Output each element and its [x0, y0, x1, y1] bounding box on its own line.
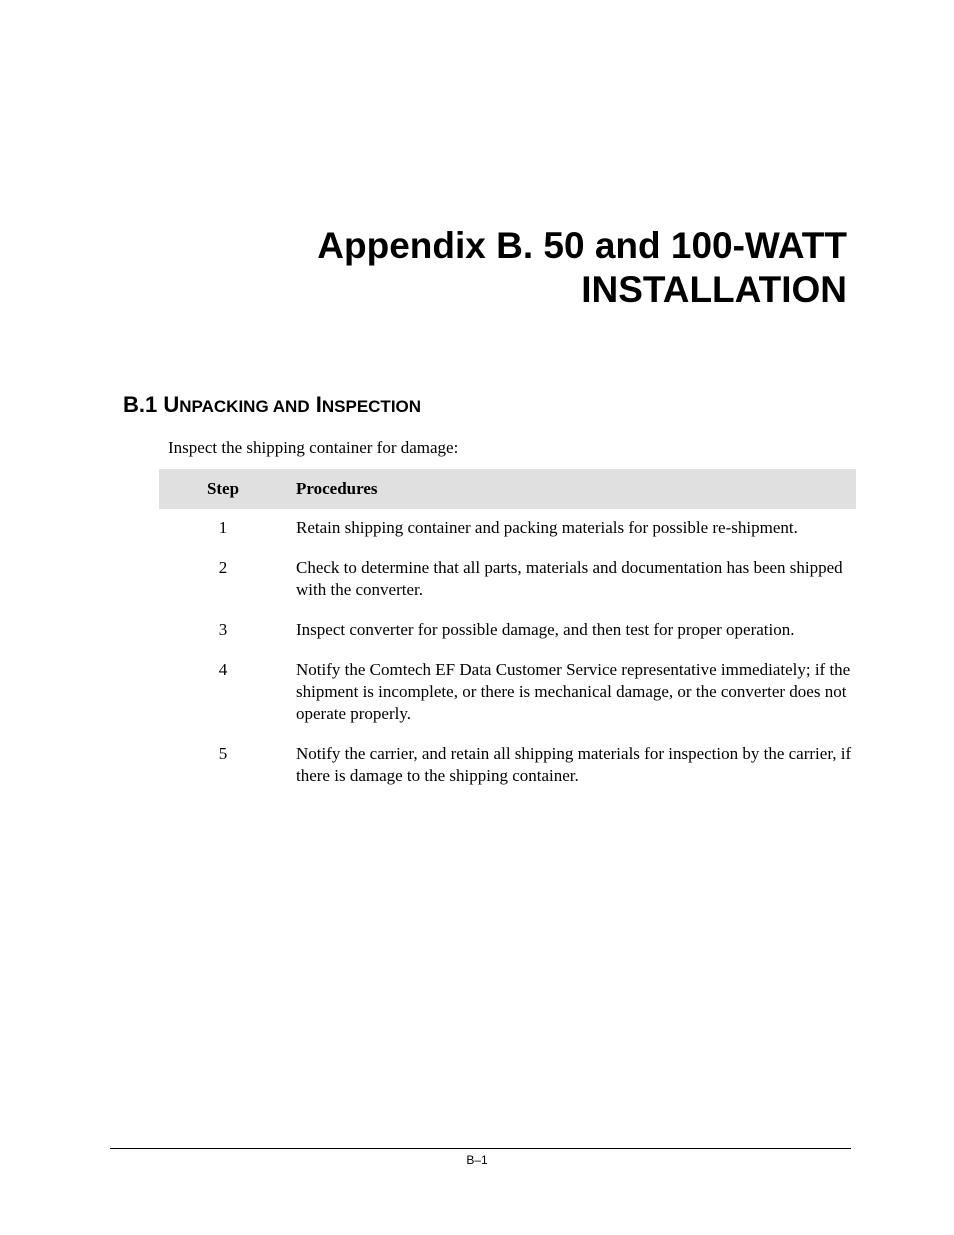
section-title-cap-1: U	[163, 392, 180, 417]
procedure-table	[159, 469, 856, 796]
step-number: 5	[218, 744, 228, 763]
procedure-text: Notify the carrier, and retain all shipping materials for inspection by the carrier, if there is damage to the shipping container.	[296, 744, 852, 785]
table-header-row	[159, 469, 856, 509]
step-number: 2	[218, 558, 228, 577]
table-row	[159, 509, 856, 548]
section-title-small-1: NPACKING AND	[179, 397, 310, 416]
intro-text: Inspect the shipping container for damage:	[168, 438, 459, 457]
procedure-text: Notify the Comtech EF Data Customer Service representative immediately; if the shipment is incomplete, or there is mechanical damage, or the converter does not operate properly.	[296, 660, 851, 723]
table-row	[159, 734, 856, 796]
section-title-small-2: NSPECTION	[321, 397, 422, 416]
chapter-title-line-2: INSTALLATION	[581, 269, 847, 310]
table-row	[159, 610, 856, 650]
footer-divider	[110, 1148, 851, 1149]
header-procedures: Procedures	[287, 469, 856, 509]
procedure-text: Check to determine that all parts, materials and documentation has been shipped with the converter.	[296, 558, 843, 599]
table-row	[159, 650, 856, 734]
step-number: 4	[218, 660, 228, 679]
section-number: B.1	[123, 392, 158, 417]
header-step: Step	[159, 469, 287, 509]
chapter-title-line-1: Appendix B. 50 and 100-WATT	[317, 225, 847, 266]
section-heading	[123, 392, 421, 420]
procedure-text: Inspect converter for possible damage, and then test for proper operation.	[296, 620, 795, 639]
procedure-text: Retain shipping container and packing materials for possible re-shipment.	[296, 518, 798, 537]
step-number: 1	[218, 518, 228, 537]
table-row	[159, 548, 856, 610]
step-number: 3	[218, 620, 228, 639]
page-number: B–1	[466, 1153, 488, 1167]
section-title-cap-2: I	[315, 392, 322, 417]
chapter-title	[147, 224, 847, 312]
